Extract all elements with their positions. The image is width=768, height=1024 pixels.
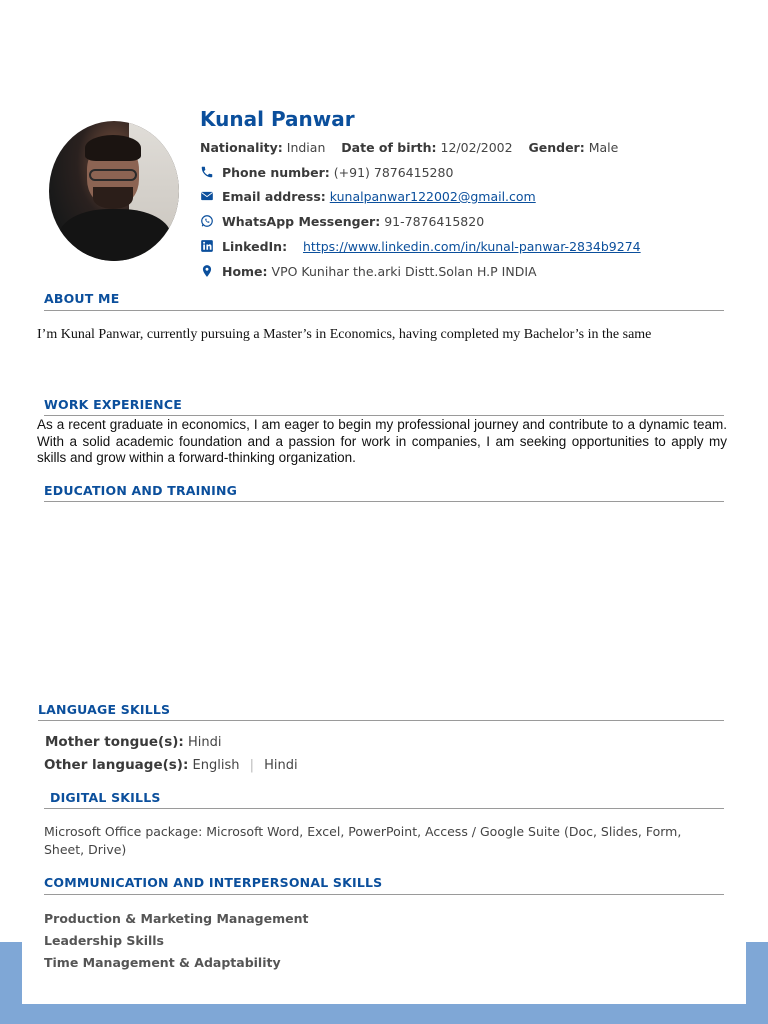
digital-section-title: DIGITAL SKILLS	[50, 790, 161, 805]
work-text: As a recent graduate in economics, I am eager to begin my professional journey and contribute to a dynamic team. With a solid academic foundation and a passion for work in companies, I am seeking opportunities to apply my skills and grow within a forward-thinking organization.	[37, 417, 727, 465]
whatsapp-line	[200, 214, 484, 229]
home-label: Home:	[221, 264, 268, 279]
about-text: I’m Kunal Panwar, currently pursuing a Master’s in Economics, having completed my Bachelor’s in the same	[37, 327, 652, 342]
skill-item: Time Management & Adaptability	[44, 955, 281, 970]
home-value: VPO Kunihar the.arki Distt.Solan H.P INDIA	[271, 264, 537, 279]
mother-tongue-line	[45, 734, 221, 750]
digital-divider	[44, 808, 724, 809]
phone-icon	[200, 165, 214, 179]
language-section-title: LANGUAGE SKILLS	[38, 702, 171, 717]
linkedin-line	[200, 239, 641, 254]
language-separator: |	[249, 758, 255, 773]
mother-tongue-value: Hindi	[187, 735, 222, 750]
work-divider	[44, 415, 724, 416]
other-languages-line	[44, 757, 298, 773]
whatsapp-icon	[200, 214, 214, 228]
digital-skills-text: Microsoft Office package: Microsoft Word, Excel, PowerPoint, Access / Google Suite (Doc, Slides, Form, Sheet, Drive)	[44, 824, 682, 857]
linkedin-link[interactable]: https://www.linkedin.com/in/kunal-panwar-2834b9274	[303, 239, 641, 254]
other-language-item: Hindi	[264, 758, 298, 773]
gender-label: Gender:	[528, 140, 585, 155]
education-divider	[44, 501, 724, 502]
language-divider	[38, 720, 724, 721]
about-section-title: ABOUT ME	[44, 291, 120, 306]
communication-divider	[44, 894, 724, 895]
phone-value: (+91) 7876415280	[333, 165, 454, 180]
nationality-label: Nationality:	[200, 140, 283, 155]
envelope-icon	[200, 189, 214, 203]
skill-item: Leadership Skills	[44, 933, 165, 948]
linkedin-label: LinkedIn:	[221, 239, 288, 254]
whatsapp-label: WhatsApp Messenger:	[221, 214, 381, 229]
email-link[interactable]: kunalpanwar122002@gmail.com	[329, 189, 536, 204]
email-label: Email address:	[221, 189, 326, 204]
dob-value: 12/02/2002	[440, 140, 513, 155]
location-pin-icon	[200, 264, 214, 278]
other-language-item: English	[192, 758, 240, 773]
dob-label: Date of birth:	[341, 140, 437, 155]
gender-value: Male	[588, 140, 619, 155]
nationality-value: Indian	[286, 140, 326, 155]
home-line	[200, 264, 537, 279]
work-section-title: WORK EXPERIENCE	[44, 397, 182, 412]
communication-section-title: COMMUNICATION AND INTERPERSONAL SKILLS	[44, 875, 383, 890]
mother-tongue-label: Mother tongue(s):	[45, 734, 184, 750]
candidate-name: Kunal Panwar	[200, 107, 355, 131]
other-languages-label: Other language(s):	[44, 757, 189, 773]
email-line	[200, 189, 536, 204]
phone-label: Phone number:	[221, 165, 330, 180]
profile-photo	[49, 121, 179, 261]
whatsapp-value: 91-7876415820	[384, 214, 485, 229]
personal-details-line	[200, 140, 618, 155]
footer-panel	[22, 942, 746, 1004]
skill-item: Production & Marketing Management	[44, 911, 309, 926]
about-divider	[44, 310, 724, 311]
education-section-title: EDUCATION AND TRAINING	[44, 483, 238, 498]
phone-line	[200, 165, 453, 180]
linkedin-icon	[200, 239, 214, 253]
